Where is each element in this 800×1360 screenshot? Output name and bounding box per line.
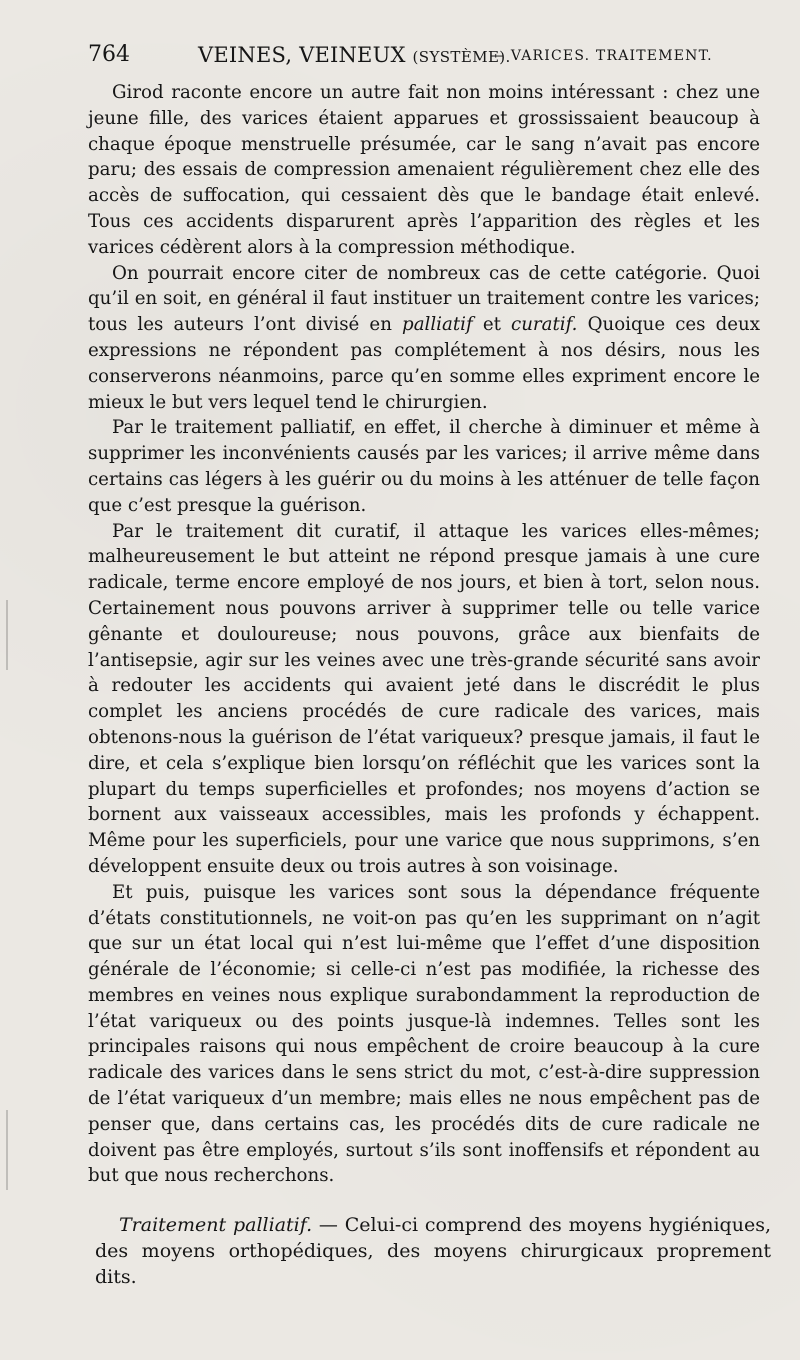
running-title-system: (SYSTÈME). (412, 48, 511, 66)
paragraph-text: On pourrait encore citer de nombreux cas de cette catégorie. Quoi qu’il en soit, en général il faut instituer un traitement contre les varices; tous les auteurs l’ont divisé en (88, 262, 760, 336)
running-header (88, 30, 760, 80)
page-edge-mark (6, 1110, 8, 1190)
page-edge-mark (6, 600, 8, 670)
term-palliatif: palliatif (402, 314, 473, 336)
page-number: 764 (88, 42, 130, 67)
body-text (88, 80, 771, 1291)
section-title: — VARICES. TRAITEMENT. (490, 48, 713, 64)
subsection-text: — Celui-ci comprend des moyens hygiéniques, des moyens orthopédiques, des moyens chirurgicaux proprement dits. (95, 1214, 771, 1288)
paragraph-curative: Par le traitement dit curatif, il attaque les varices elles-mêmes; malheureusement le but atteint ne répond presque jamais à une cure radicale, terme encore employé de nos jours, et bien à tort, selon nous. Certainement nous pouvons arriver à supprimer telle ou telle varice gênante et douloureuse; nous pouvons, grâce aux bienfaits de l’antisepsie, agir sur les veines avec une très-grande sécurité sans avoir à redouter les accidents qui avaient jeté dans le discrédit le plus complet les anciens procédés de cure radicale des varices, mais obtenons-nous la guérison de l’état variqueux? presque jamais, il faut le dire, et cela s’explique bien lorsqu’on réfléchit que les varices sont la plupart du temps superficielles et profondes; nos moyens d’action se bornent aux vaisseaux accessibles, mais les profonds y échappent. Même pour les superficiels, pour une varice que nous supprimons, s’en développent ensuite deux ou trois autres à son voisinage. (88, 520, 760, 877)
paragraph-girod-case: Girod raconte encore un autre fait non moins intéressant : chez une jeune fille, des varices étaient apparues et grossissaient beaucoup à chaque époque menstruelle présumée, car le sang n’avait pas encore paru; des essais de compression amenaient régulièrement chez elle des accès de suffocation, qui cessaient dès que le bandage était enlevé. Tous ces accidents disparurent après l’apparition des règles et les varices cédèrent alors à la compression méthodique. (88, 82, 760, 258)
running-title-main: VEINES, VEINEUX (198, 43, 406, 67)
term-curatif: curatif. (511, 314, 578, 336)
paragraph-constitutional: Et puis, puisque les varices sont sous la dépendance fréquente d’états constitutionnels, ne voit-on pas qu’en les supprimant on n’agit que sur un état local qui n’est lui-même que l’effet d’une disposition générale de l’économie; si celle-ci n’est pas modifiée, la richesse des membres en veines nous explique surabondamment la reproduction de l’état variqueux ou des points jusque-là indemnes. Telles sont les principales raisons qui nous empêchent de croire beaucoup à la cure radicale des varices dans le sens strict du mot, c’est-à-dire suppression de l’état variqueux d’un membre; mais elles ne nous empêchent pas de penser que, dans certains cas, les procédés dits de cure radicale ne doivent pas être employés, surtout s’ils sont inoffensifs et répondent au but que nous recherchons. (88, 881, 760, 1187)
paragraph-treatment-division (88, 261, 760, 416)
paragraph-palliative: Par le traitement palliatif, en effet, il cherche à diminuer et même à supprimer les inconvénients causés par les varices; il arrive même dans certains cas légers à les guérir ou du moins à les atténuer de telle façon que c’est presque la guérison. (88, 417, 760, 516)
running-title (198, 30, 511, 82)
subsection-title: Traitement palliatif. (119, 1214, 313, 1237)
paragraph-text: et (472, 314, 512, 336)
subsection-palliative-treatment (95, 1213, 771, 1290)
paragraph-text: Quoique ces deux expressions ne répondent pas complétement à nos désirs, nous les conserverons néanmoins, parce qu’en somme elles expriment encore le mieux le but vers lequel tend le chirurgien. (88, 314, 760, 413)
